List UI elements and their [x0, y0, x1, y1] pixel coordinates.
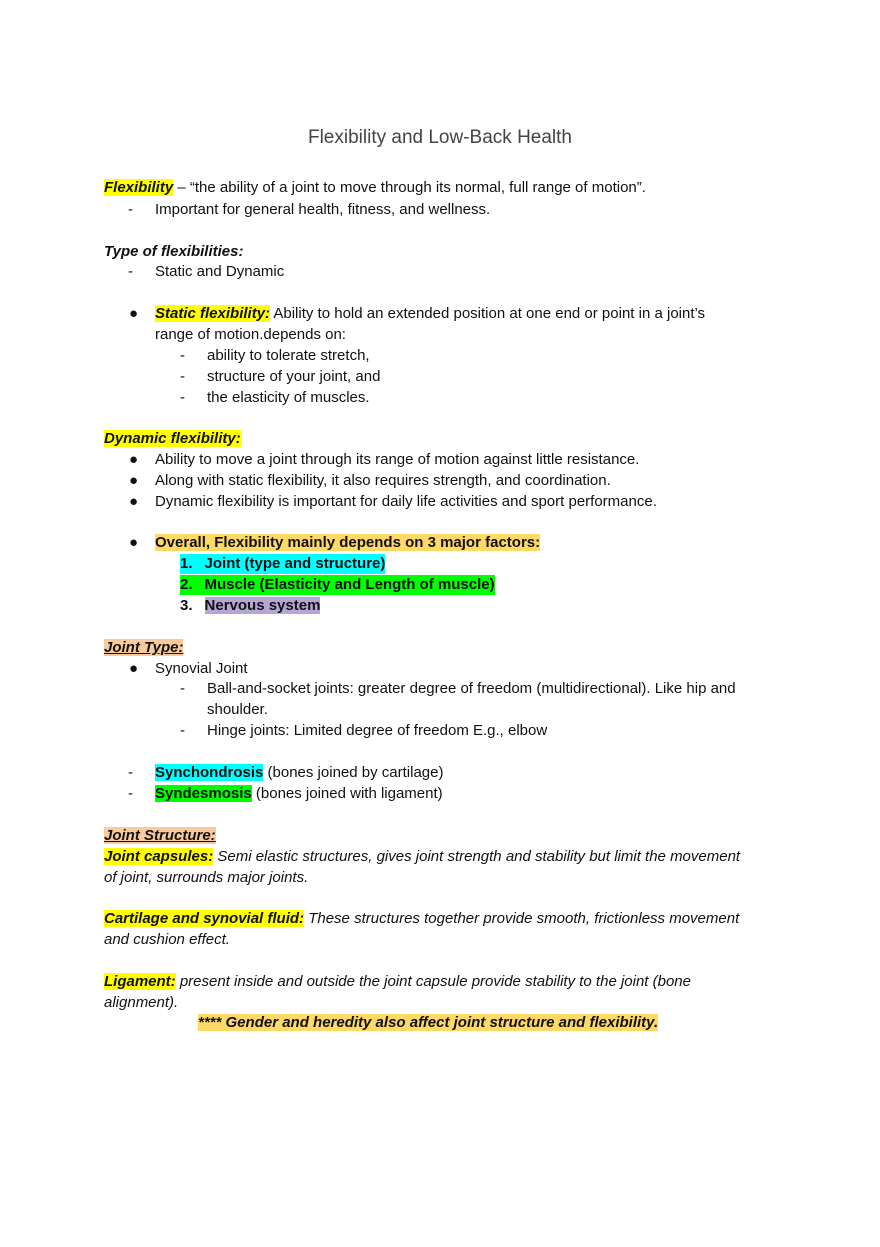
dash-marker: - [128, 764, 133, 781]
factor-num: 3. [180, 597, 193, 614]
dash-marker: - [128, 263, 133, 280]
gender-note: **** Gender and heredity also affect joint structure and flexibility. [198, 1014, 659, 1031]
factor-item [180, 575, 495, 595]
static-text: Ability to hold an extended position at one end or point in a joint’s [270, 305, 706, 322]
term-ligament: Ligament: [104, 973, 176, 990]
bullet-marker: ● [129, 451, 139, 468]
capsules-line [104, 847, 740, 867]
bullet-marker: ● [129, 493, 139, 510]
gender-note-line [198, 1013, 658, 1033]
syndesmosis-line [155, 784, 443, 804]
ligament-line [104, 972, 691, 992]
factor-text: Nervous system [204, 597, 321, 614]
synovial-joint: Synovial Joint [155, 660, 248, 677]
factor-item [180, 596, 320, 616]
factor-text: Muscle (Elasticity and Length of muscle) [204, 576, 495, 593]
capsules-text2: of joint, surrounds major joints. [104, 869, 309, 886]
joint-sub: Ball-and-socket joints: greater degree of freedom (multidirectional). Like hip and [207, 680, 736, 697]
joint-structure-heading-line [104, 826, 216, 846]
ligament-text: present inside and outside the joint capsule provide stability to the joint (bone [175, 973, 691, 990]
dash-marker: - [180, 368, 185, 385]
joint-type-heading: Joint Type: [104, 639, 184, 656]
factors-heading-line [155, 533, 540, 553]
definition-text: – “the ability of a joint to move through its normal, full range of motion”. [173, 179, 646, 196]
synchondrosis-text: (bones joined by cartilage) [263, 764, 444, 781]
synchondrosis-line [155, 763, 443, 783]
dynamic-bullet: Dynamic flexibility is important for daily life activities and sport performance. [155, 493, 657, 510]
term-capsules: Joint capsules: [104, 848, 214, 865]
factor-num: 2. [180, 576, 193, 593]
joint-sub: Hinge joints: Limited degree of freedom E.g., elbow [207, 722, 548, 739]
capsules-text: Semi elastic structures, gives joint strength and stability but limit the movement [213, 848, 741, 865]
dynamic-bullet: Ability to move a joint through its range of motion against little resistance. [155, 451, 640, 468]
static-sub: structure of your joint, and [207, 368, 381, 385]
definition-line [104, 178, 646, 198]
dash-marker: - [180, 347, 185, 364]
definition-note: Important for general health, fitness, and wellness. [155, 201, 491, 218]
page-title: Flexibility and Low-Back Health [307, 127, 572, 148]
term-synchondrosis: Synchondrosis [155, 764, 264, 781]
factors-heading: Overall, Flexibility mainly depends on 3 major factors: [155, 534, 541, 551]
term-cartilage: Cartilage and synovial fluid: [104, 910, 305, 927]
bullet-marker: ● [129, 305, 139, 322]
dash-marker: - [128, 201, 133, 218]
dash-marker: - [180, 722, 185, 739]
syndesmosis-text: (bones joined with ligament) [251, 785, 443, 802]
bullet-marker: ● [129, 660, 139, 677]
static-sub: ability to tolerate stretch, [207, 347, 370, 364]
joint-type-heading-line [104, 638, 183, 658]
factor-text: Joint (type and structure) [204, 555, 386, 572]
ligament-text2: alignment). [104, 994, 179, 1011]
static-line [155, 304, 705, 324]
bullet-marker: ● [129, 472, 139, 489]
dynamic-heading: Dynamic flexibility: [104, 430, 241, 447]
cartilage-text2: and cushion effect. [104, 931, 230, 948]
types-heading: Type of flexibilities: [104, 243, 244, 260]
types-item: Static and Dynamic [155, 263, 285, 280]
factor-item [180, 554, 385, 574]
factor-num: 1. [180, 555, 193, 572]
dash-marker: - [180, 389, 185, 406]
static-text2: range of motion.depends on: [155, 326, 346, 343]
term-flexibility: Flexibility [104, 179, 174, 196]
term-syndesmosis: Syndesmosis [155, 785, 252, 802]
joint-sub: shoulder. [207, 701, 268, 718]
term-static: Static flexibility: [155, 305, 271, 322]
cartilage-line [104, 909, 739, 929]
dynamic-bullet: Along with static flexibility, it also requires strength, and coordination. [155, 472, 611, 489]
joint-structure-heading: Joint Structure: [104, 827, 216, 844]
dash-marker: - [180, 680, 185, 697]
cartilage-text: These structures together provide smooth, frictionless movement [304, 910, 740, 927]
bullet-marker: ● [129, 534, 139, 551]
dash-marker: - [128, 785, 133, 802]
static-sub: the elasticity of muscles. [207, 389, 370, 406]
dynamic-heading-line [104, 429, 241, 449]
